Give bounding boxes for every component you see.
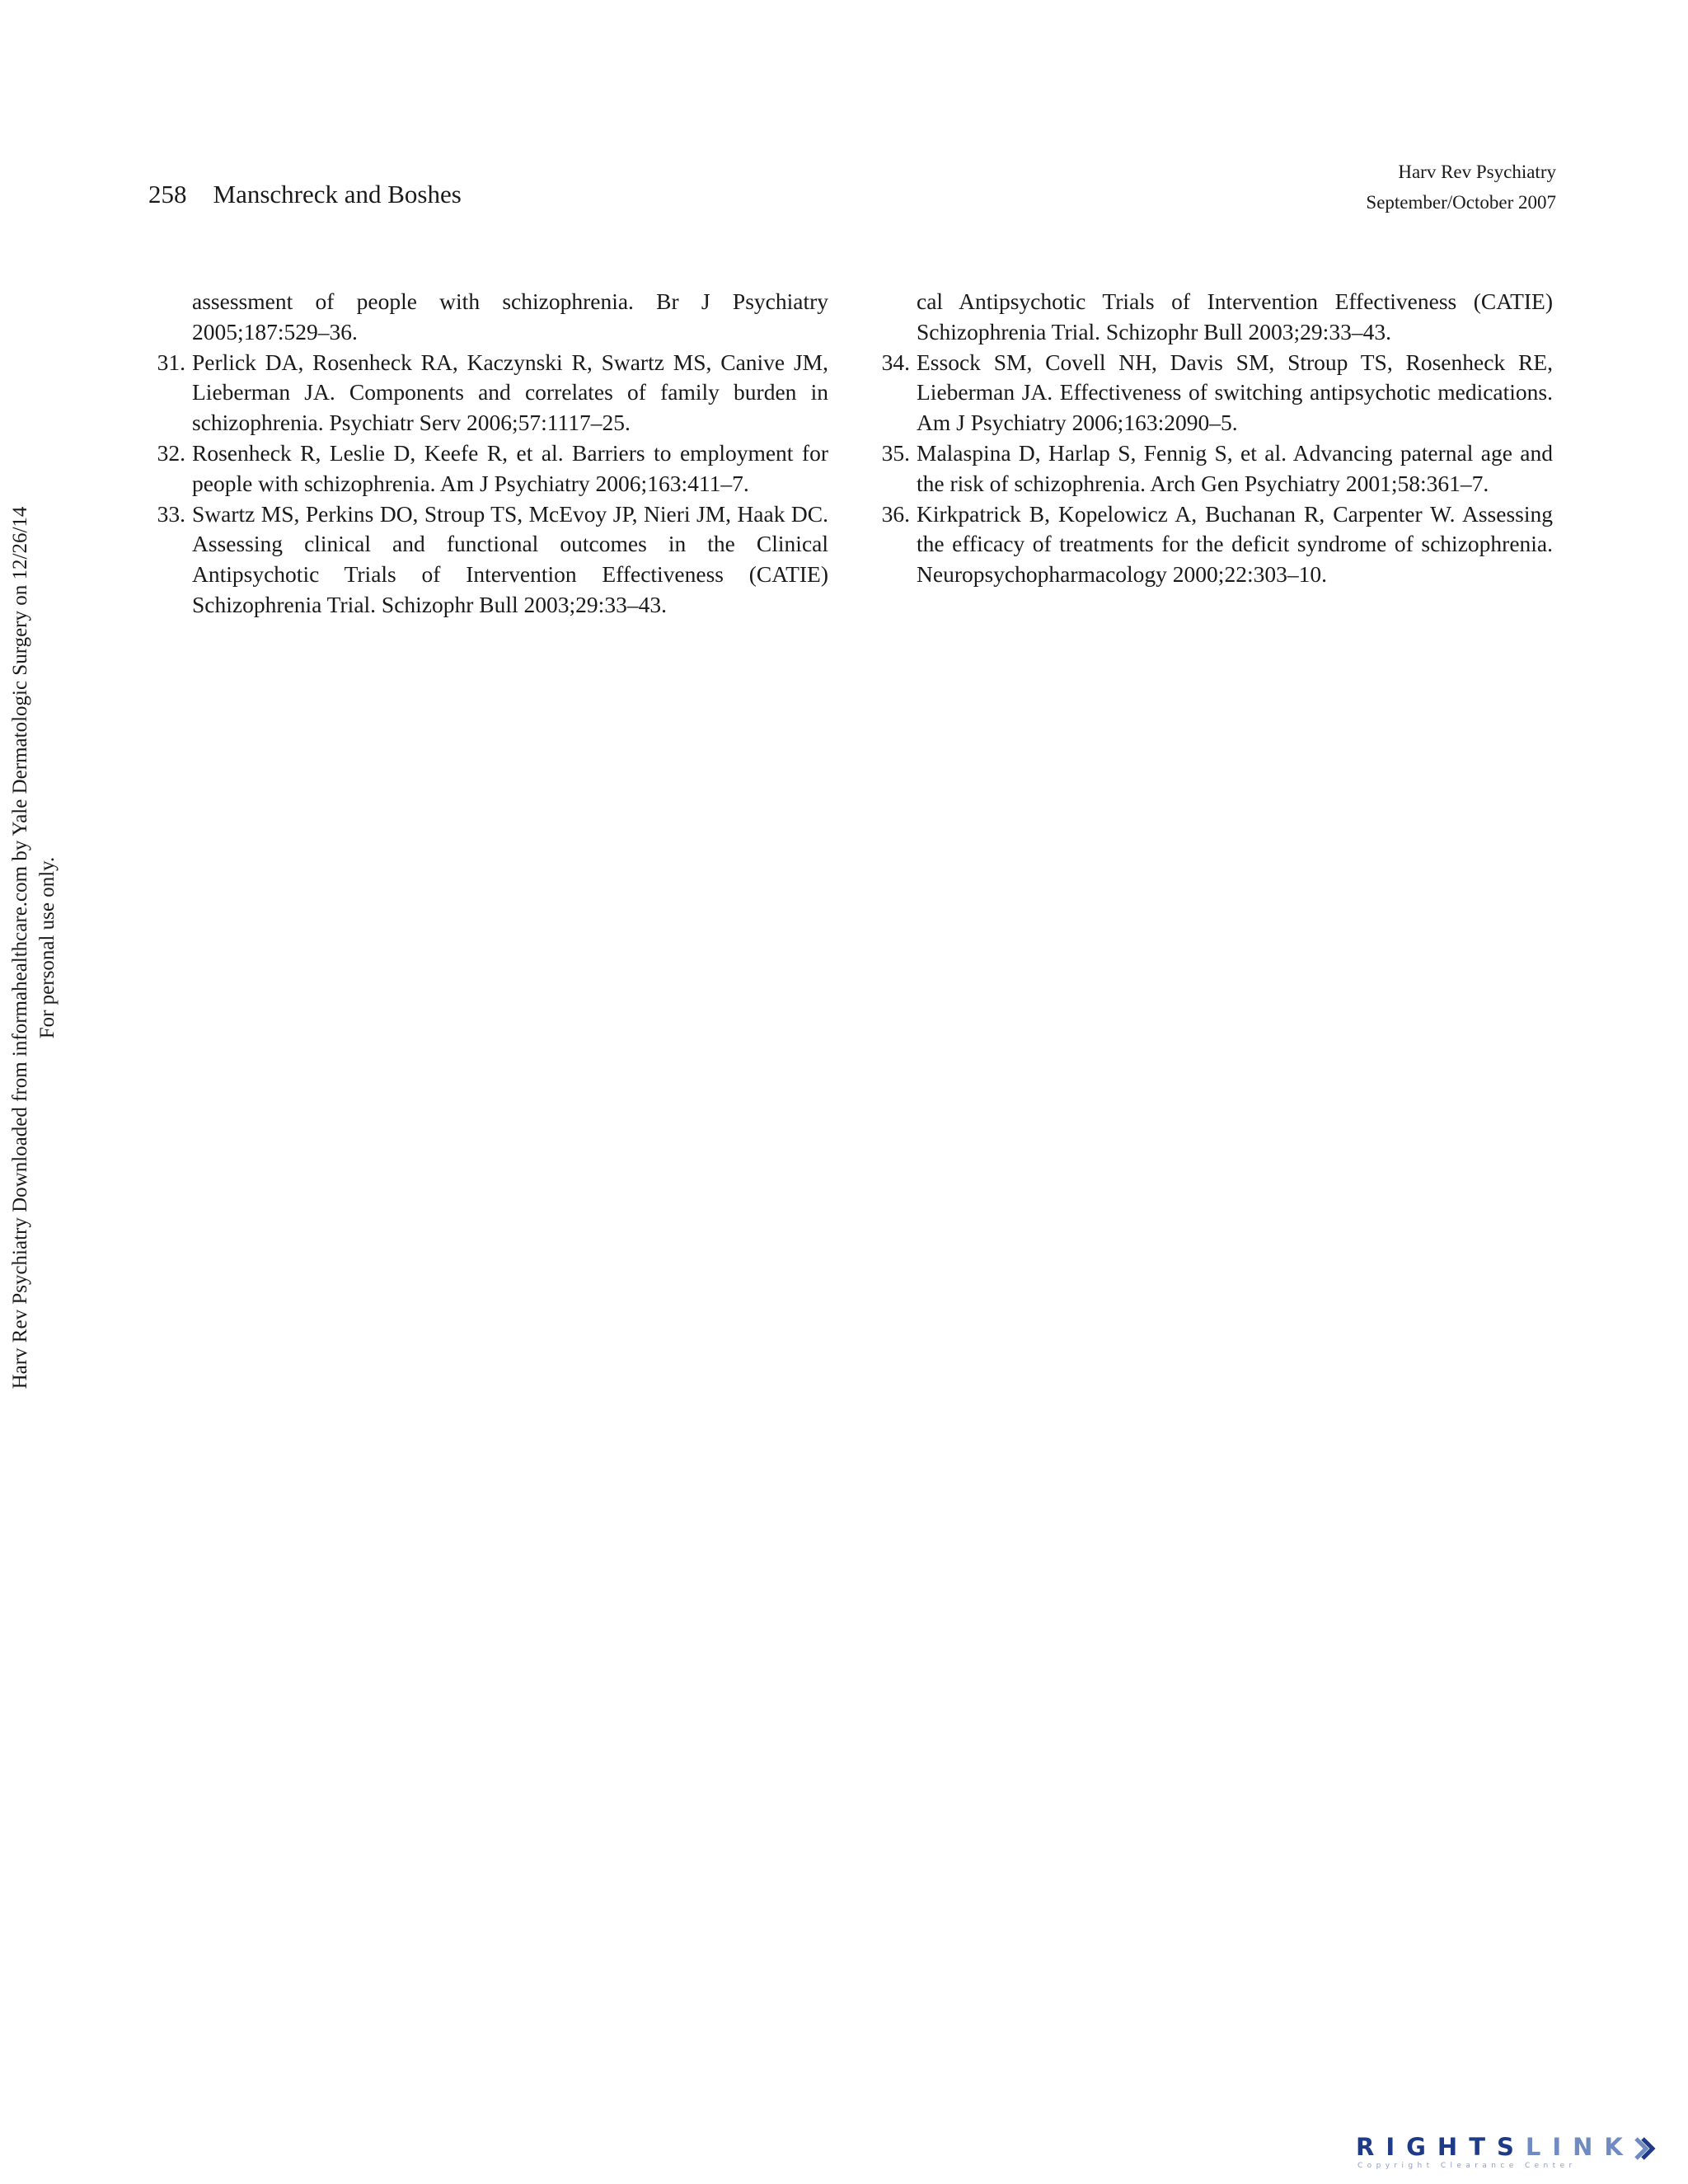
reference-continuation — [151, 287, 828, 348]
reference-text: Kirkpatrick B, Kopelowicz A, Buchanan R, Carpenter W. Assessing the efficacy of treatments for the deficit syndrome of schizophrenia. Neuropsychopharmacology 2000;22:303–10. — [917, 500, 1553, 588]
download-note: Harv Rev Psychiatry Downloaded from informahealthcare.com by Yale Dermatologic Surgery on 12/26/14 — [9, 506, 31, 1390]
reference-text: Essock SM, Covell NH, Davis SM, Stroup TS, Rosenheck RE, Lieberman JA. Effectiveness of switching antipsychotic medications. Am J Psychiatry 2006;163:2090–5. — [917, 349, 1553, 436]
reference-item — [151, 499, 828, 621]
reference-text: assessment of people with schizophrenia. Br J Psychiatry 2005;187:529–36. — [192, 288, 828, 344]
journal-issue: September/October 2007 — [1366, 192, 1556, 213]
personal-use-note: For personal use only. — [36, 856, 59, 1039]
reference-number: 36. — [881, 500, 910, 527]
reference-number: 31. — [157, 349, 185, 375]
reference-item — [151, 438, 828, 499]
download-watermark — [7, 330, 61, 1566]
page-number: 258 — [148, 180, 187, 209]
reference-text: Perlick DA, Rosenheck RA, Kaczynski R, Swartz MS, Canive JM, Lieberman JA. Components and correlates of family burden in schizophrenia. Psychiatr Serv 2006;57:1117–25. — [192, 349, 828, 436]
reference-item — [151, 348, 828, 438]
rightslink-logo[interactable] — [1356, 2135, 1661, 2172]
reference-number: 35. — [881, 439, 910, 466]
reference-text: cal Antipsychotic Trials of Intervention Effectiveness (CATIE) Schizophrenia Trial. Schizophr Bull 2003;29:33–43. — [917, 288, 1553, 344]
running-header-right — [1366, 157, 1556, 218]
reference-text: Swartz MS, Perkins DO, Stroup TS, McEvoy JP, Nieri JM, Haak DC. Assessing clinical and functional outcomes in the Clinical Antipsychotic Trials of Intervention Effectiveness (CATIE) Schizophrenia Trial. Schizophr Bull 2003;29:33–43. — [192, 500, 828, 617]
logo-tagline: Copyright Clearance Center — [1357, 2162, 1577, 2170]
journal-name: Harv Rev Psychiatry — [1398, 162, 1556, 182]
right-column — [875, 287, 1553, 590]
reference-item — [875, 499, 1553, 590]
reference-item — [875, 348, 1553, 438]
reference-text: Rosenheck R, Leslie D, Keefe R, et al. Barriers to employment for people with schizophrenia. Am J Psychiatry 2006;163:411–7. — [192, 439, 828, 496]
logo-word-rights: RIGHTS — [1356, 2133, 1526, 2161]
reference-item — [875, 438, 1553, 499]
running-header-left — [148, 180, 462, 209]
reference-number: 32. — [157, 439, 185, 466]
reference-text: Malaspina D, Harlap S, Fennig S, et al. Advancing paternal age and the risk of schizophrenia. Arch Gen Psychiatry 2001;58:361–7. — [917, 439, 1553, 496]
left-column — [151, 287, 828, 621]
logo-word-link: LINK — [1525, 2133, 1634, 2161]
reference-number: 34. — [881, 349, 910, 375]
running-head-authors: Manschreck and Boshes — [213, 180, 462, 209]
reference-continuation — [875, 287, 1553, 348]
reference-number: 33. — [157, 500, 185, 527]
chevron-right-icon — [1631, 2136, 1656, 2161]
